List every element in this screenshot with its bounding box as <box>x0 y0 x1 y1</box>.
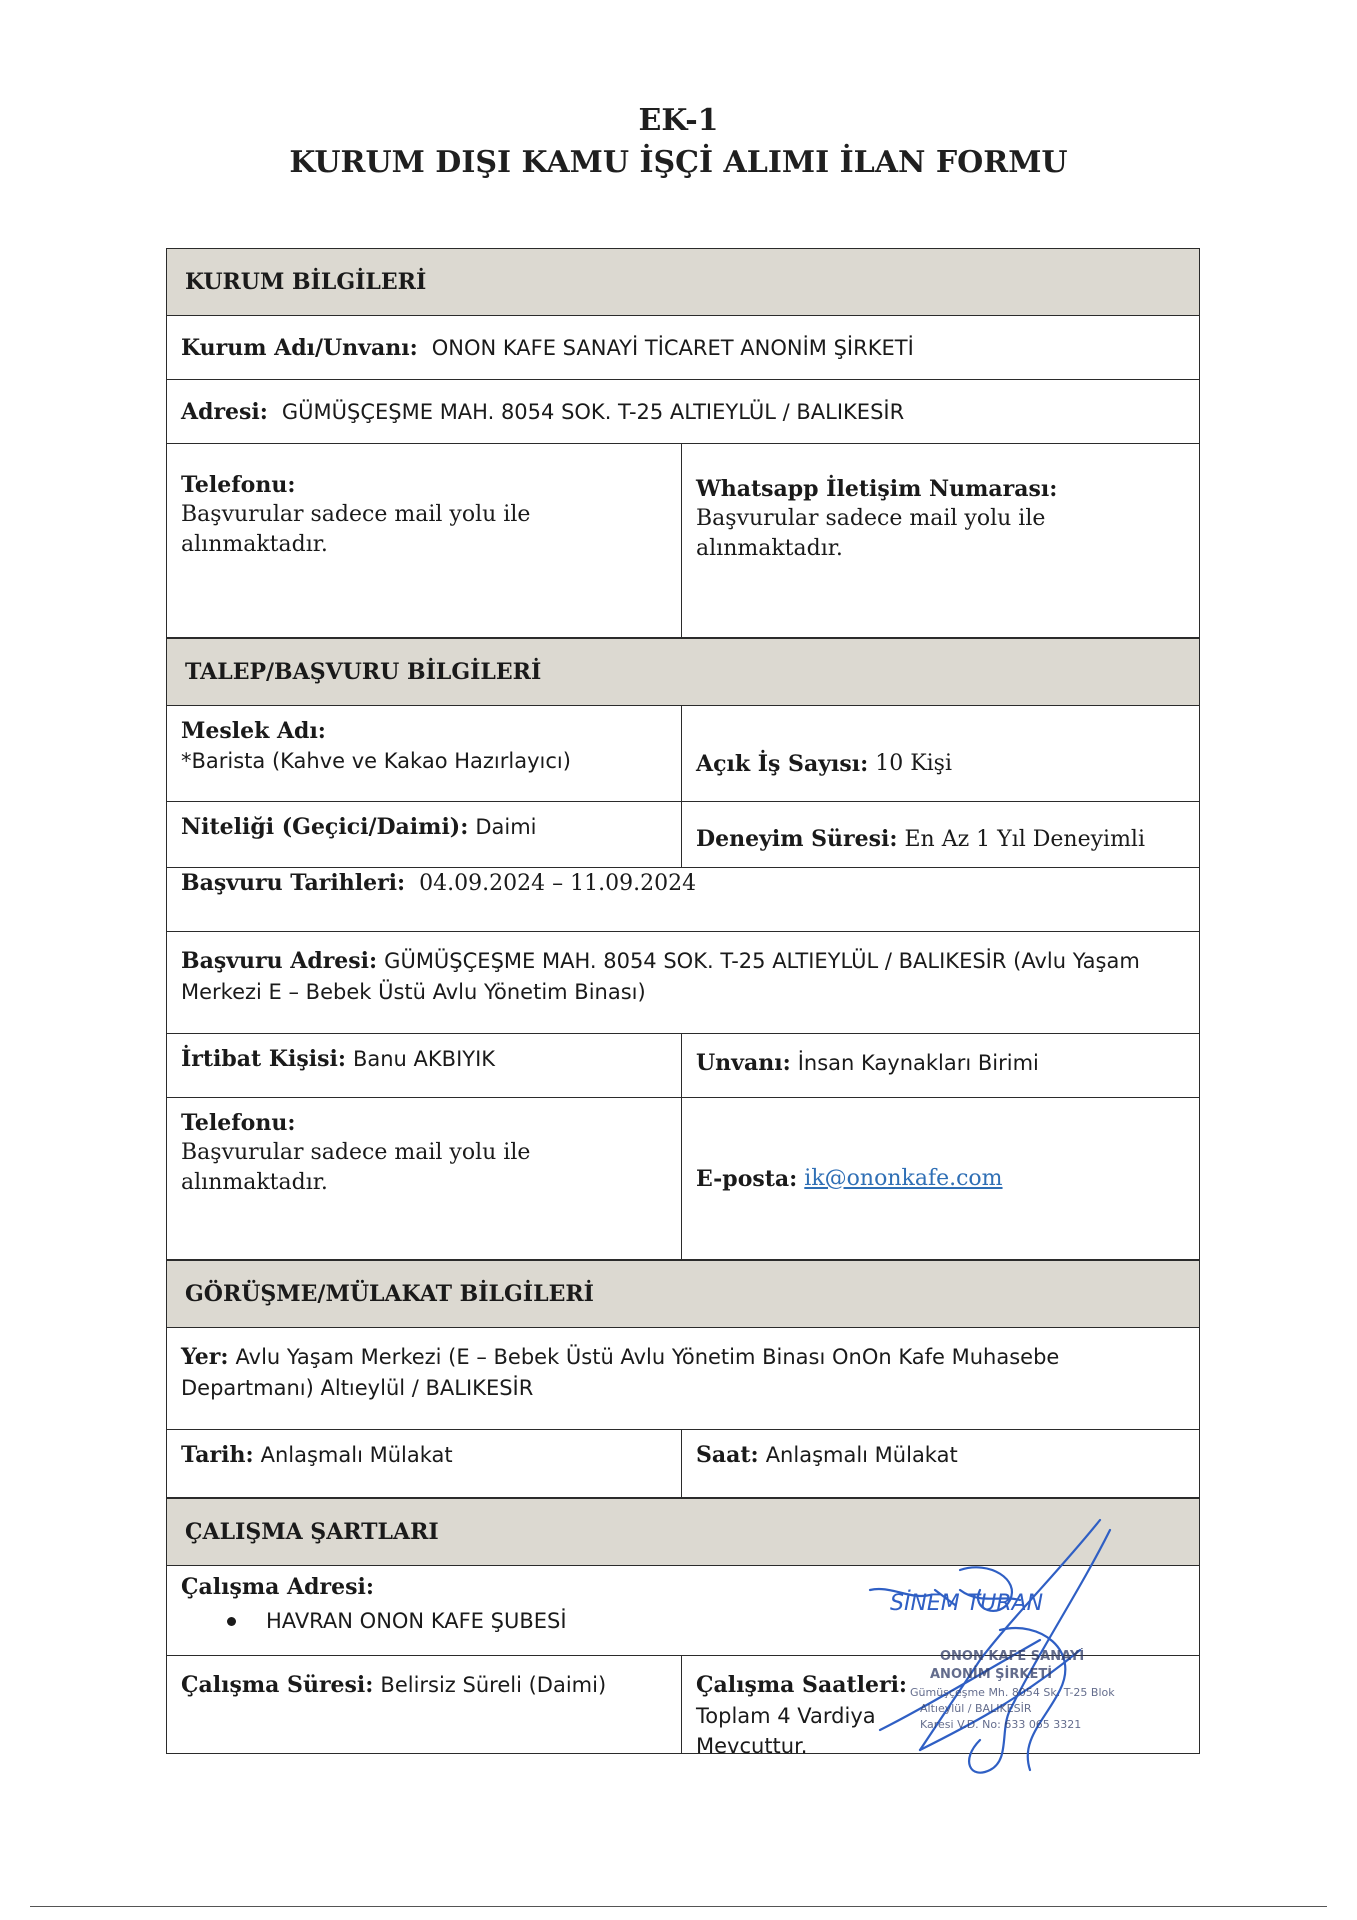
svg-text:SİNEM TURAN: SİNEM TURAN <box>890 1591 1044 1616</box>
dates-value: 04.09.2024 – 11.09.2024 <box>419 871 697 896</box>
kurum-name-value: ONON KAFE SANAYİ TİCARET ANONİM ŞİRKETİ <box>431 335 914 360</box>
kurum-phone-value: Başvurular sadece mail yolu ile alınmaktadır. <box>181 502 531 557</box>
experience-label: Deneyim Süresi: <box>696 826 898 852</box>
interview-time-label: Saat: <box>696 1442 759 1468</box>
type-label: Niteliği (Geçici/Daimi): <box>181 814 469 840</box>
section-header-talep: TALEP/BAŞVURU BİLGİLERİ <box>166 638 1200 706</box>
apply-address-value: GÜMÜŞÇEŞME MAH. 8054 SOK. T-25 ALTIEYLÜL / BALIKESİR (Avlu Yaşam Merkezi E – Bebek Üstü Avlu Yönetim Binası) <box>181 949 1140 1004</box>
email-label: E-posta: <box>696 1165 798 1192</box>
svg-text:Gümüşçeşme Mh. 8054 Sk. T-25 B: Gümüşçeşme Mh. 8054 Sk. T-25 Blok <box>910 1686 1115 1699</box>
contact-phone-value: Başvurular sadece mail yolu ile alınmaktadır. <box>181 1140 531 1195</box>
row-profession <box>166 706 1200 802</box>
openings-value: 10 Kişi <box>875 750 953 776</box>
document-title <box>0 100 1357 184</box>
contact-title-value: İnsan Kaynakları Birimi <box>797 1051 1039 1075</box>
dates-label: Başvuru Tarihleri: <box>181 870 406 896</box>
kurum-name-label: Kurum Adı/Unvanı: <box>181 334 418 361</box>
row-work-conditions <box>166 1656 1200 1758</box>
openings-label: Açık İş Sayısı: <box>696 750 869 777</box>
kurum-address-value: GÜMÜŞÇEŞME MAH. 8054 SOK. T-25 ALTIEYLÜL / BALIKESİR <box>281 399 905 424</box>
work-duration-value: Belirsiz Süreli (Daimi) <box>380 1673 607 1697</box>
row-interview-place <box>166 1328 1200 1430</box>
kurum-phone-label: Telefonu: <box>181 472 296 498</box>
row-type-experience <box>166 802 1200 868</box>
interview-date-label: Tarih: <box>181 1442 254 1468</box>
bullet-icon <box>227 1617 236 1626</box>
row-kurum-address <box>166 380 1200 444</box>
row-kurum-name <box>166 316 1200 380</box>
svg-text:Altıeylül / BALIKESİR: Altıeylül / BALIKESİR <box>920 1702 1032 1715</box>
profession-value: *Barista (Kahve ve Kakao Hazırlayıcı) <box>181 749 571 773</box>
row-apply-address <box>166 932 1200 1034</box>
form-title: KURUM DIŞI KAMU İŞÇİ ALIMI İLAN FORMU <box>289 145 1068 180</box>
interview-place-value: Avlu Yaşam Merkezi (E – Bebek Üstü Avlu Yönetim Binası OnOn Kafe Muhasebe Departmanı) Altıeylül / BALIKESİR <box>181 1345 1060 1400</box>
row-dates <box>166 868 1200 932</box>
svg-text:ANONİM ŞİRKETİ: ANONİM ŞİRKETİ <box>930 1667 1053 1682</box>
annex-label: EK-1 <box>638 103 719 138</box>
work-duration-label: Çalışma Süresi: <box>181 1672 374 1698</box>
kurum-address-label: Adresi: <box>181 398 268 425</box>
contact-label: İrtibat Kişisi: <box>181 1046 346 1072</box>
kurum-whatsapp-value: Başvurular sadece mail yolu ile alınmaktadır. <box>696 506 1046 561</box>
profession-label: Meslek Adı: <box>181 718 326 744</box>
contact-title-label: Unvanı: <box>696 1050 791 1076</box>
row-contact <box>166 1034 1200 1098</box>
interview-date-value: Anlaşmalı Mülakat <box>260 1443 453 1467</box>
row-interview-time <box>166 1430 1200 1498</box>
row-work-address <box>166 1566 1200 1656</box>
row-contact-phone-email <box>166 1098 1200 1260</box>
experience-value: En Az 1 Yıl Deneyimli <box>904 827 1146 852</box>
svg-text:Karesi V.D. No: 633 065 3321: Karesi V.D. No: 633 065 3321 <box>920 1718 1082 1731</box>
work-hours-value: Toplam 4 Vardiya Mevcuttur. <box>696 1704 876 1758</box>
section-header-gorusme: GÖRÜŞME/MÜLAKAT BİLGİLERİ <box>166 1260 1200 1328</box>
svg-text:ONON KAFE SANAYİ: ONON KAFE SANAYİ <box>940 1649 1085 1664</box>
work-hours-label: Çalışma Saatleri: <box>696 1672 908 1698</box>
work-address-label: Çalışma Adresi: <box>181 1574 374 1600</box>
apply-address-label: Başvuru Adresi: <box>181 948 378 974</box>
announcement-form <box>166 248 1200 1758</box>
contact-phone-label: Telefonu: <box>181 1110 296 1136</box>
row-kurum-phones <box>166 444 1200 638</box>
contact-value: Banu AKBIYIK <box>352 1047 496 1071</box>
email-link[interactable]: ik@ononkafe.com <box>804 1165 1003 1191</box>
section-header-kurum: KURUM BİLGİLERİ <box>166 248 1200 316</box>
work-address-item: HAVRAN ONON KAFE ŞUBESİ <box>181 1606 1185 1636</box>
section-header-calisma: ÇALIŞMA ŞARTLARI <box>166 1498 1200 1566</box>
kurum-whatsapp-label: Whatsapp İletişim Numarası: <box>696 476 1058 502</box>
interview-place-label: Yer: <box>181 1344 229 1370</box>
page-bottom-rule <box>30 1906 1327 1907</box>
interview-time-value: Anlaşmalı Mülakat <box>765 1443 958 1467</box>
type-value: Daimi <box>475 815 537 839</box>
